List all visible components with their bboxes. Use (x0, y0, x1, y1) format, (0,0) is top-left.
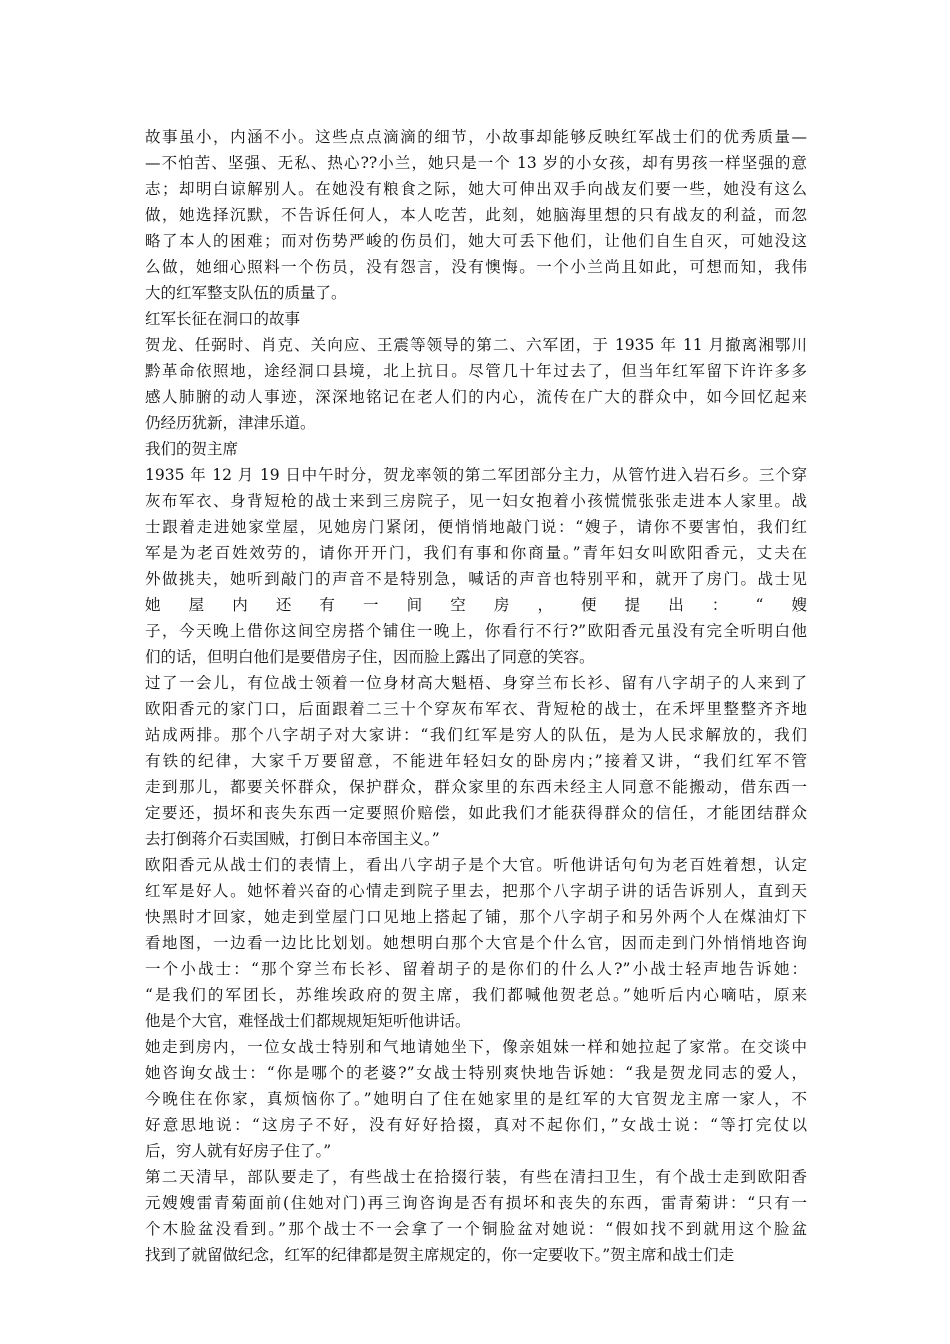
text-line: 红军是好人。她怀着兴奋的心情走到院子里去，把那个八字胡子讲的话告诉别人，直到天 (145, 882, 807, 900)
paragraph (145, 124, 807, 306)
paragraph (145, 670, 807, 852)
text-line: 一个小战士：“那个穿兰布长衫、留着胡子的是你们的什么人?”小战士轻声地告诉她： (145, 960, 807, 978)
text-line: 个木脸盆没看到。”那个战士不一会拿了一个铜脸盆对她说：“假如找不到就用这个脸盆 (145, 1220, 807, 1238)
text-line: 去打倒蒋介石卖国贼，打倒日本帝国主义。” (145, 830, 440, 848)
paragraph (145, 306, 807, 332)
text-line: 红军长征在洞口的故事 (145, 310, 301, 328)
text-line: “是我们的军团长，苏维埃政府的贺主席，我们都喊他贺老总。”她听后内心嘀咕，原来 (145, 986, 807, 1004)
text-line: 欧阳香元的家门口，后面跟着二三十个穿灰布军衣、背短枪的战士，在禾坪里整整齐齐地 (145, 700, 807, 718)
text-line: 贺龙、任弼时、肖克、关向应、王震等领导的第二、六军团，于 1935 年 11 月撤离湘鄂川 (145, 336, 807, 354)
text-line: 们的话，但明白他们是要借房子住，因而脸上露出了同意的笑容。 (145, 648, 595, 666)
text-line: 黔革命依照地，途经洞口县境，北上抗日。尽管几十年过去了，但当年红军留下许许多多 (145, 362, 807, 380)
text-line: 子，今天晚上借你这间空房搭个铺住一晚上，你看行不行?”欧阳香元虽没有完全听明白他 (145, 622, 807, 640)
text-line: 故事虽小，内涵不小。这些点点滴滴的细节，小故事却能够反映红军战士们的优秀质量— (145, 128, 807, 146)
paragraph (145, 462, 807, 670)
text-line: 站成两排。那个八字胡子对大家讲：“我们红军是穷人的队伍，是为人民求解放的，我们 (145, 726, 807, 744)
document-body (145, 124, 807, 1268)
paragraph (145, 1034, 807, 1164)
text-line: 她咨询女战士：“你是哪个的老婆?”女战士特别爽快地告诉她：“我是贺龙同志的爱人， (145, 1064, 807, 1082)
text-line: 灰布军衣、身背短枪的战士来到三房院子，见一妇女抱着小孩慌慌张张走进本人家里。战 (145, 492, 807, 510)
paragraph (145, 332, 807, 436)
text-line: 定要还，损坏和丧失东西一定要照价赔偿，如此我们才能获得群众的信任，才能团结群众 (145, 804, 807, 822)
text-line: 走到那儿，都要关怀群众，保护群众，群众家里的东西未经主人同意不能搬动，借东西一 (145, 778, 807, 796)
text-line: 仍经历犹新，津津乐道。 (145, 414, 316, 432)
text-line: 快黑时才回家，她走到堂屋门口见地上搭起了铺，那个八字胡子和另外两个人在煤油灯下 (145, 908, 807, 926)
text-line: 我们的贺主席 (145, 440, 239, 458)
text-line: 他是个大官，难怪战士们都规规矩矩听他讲话。 (145, 1012, 471, 1030)
text-line: 今晚住在你家，真烦恼你了。”她明白了住在她家里的是红军的大官贺龙主席一家人，不 (145, 1090, 807, 1108)
text-line: 她屋内还有一间空房，便提出：“嫂 (145, 596, 807, 614)
text-line: 看地图，一边看一边比比划划。她想明白那个大官是个什么官，因而走到门外悄悄地咨询 (145, 934, 807, 952)
text-line: 略了本人的困难；而对伤势严峻的伤员们，她大可丢下他们，让他们自生自灭，可她没这 (145, 232, 807, 250)
text-line: 后，穷人就有好房子住了。” (145, 1142, 332, 1160)
text-line: 过了一会儿，有位战士领着一位身材高大魁梧、身穿兰布长衫、留有八字胡子的人来到了 (145, 674, 807, 692)
text-line: 元嫂嫂雷青菊面前(住她对门)再三询咨询是否有损坏和丧失的东西，雷青菊讲：“只有一 (145, 1194, 807, 1212)
text-line: 第二天清早，部队要走了，有些战士在拾掇行装，有些在清扫卫生，有个战士走到欧阳香 (145, 1168, 807, 1186)
text-line: 欧阳香元从战士们的表情上，看出八字胡子是个大官。听他讲话句句为老百姓着想，认定 (145, 856, 807, 874)
text-line: 有铁的纪律，大家千万要留意，不能进年轻妇女的卧房内；”接着又讲，“我们红军不管 (145, 752, 807, 770)
text-line: 找到了就留做纪念，红军的纪律都是贺主席规定的，你一定要收下。”贺主席和战士们走 (145, 1246, 735, 1264)
text-line: 做，她选择沉默，不告诉任何人，本人吃苦，此刻，她脑海里想的只有战友的利益，而忽 (145, 206, 807, 224)
text-line: 感人肺腑的动人事迹，深深地铭记在老人们的内心，流传在广大的群众中，如今回忆起来 (145, 388, 807, 406)
text-line: 么做，她细心照料一个伤员，没有怨言，没有懊悔。一个小兰尚且如此，可想而知，我伟 (145, 258, 807, 276)
text-line: 士跟着走进她家堂屋，见她房门紧闭，便悄悄地敲门说：“嫂子，请你不要害怕，我们红 (145, 518, 807, 536)
text-line: 志；却明白谅解别人。在她没有粮食之际，她大可伸出双手向战友们要一些，她没有这么 (145, 180, 807, 198)
paragraph (145, 852, 807, 1034)
text-line: 1935 年 12 月 19 日中午时分，贺龙率领的第二军团部分主力，从管竹进入岩石乡。三个穿 (145, 466, 807, 484)
text-line: 外做挑夫，她听到敲门的声音不是特别急，喊话的声音也特别平和，就开了房门。战士见 (145, 570, 807, 588)
text-line: 军是为老百姓效劳的，请你开开门，我们有事和你商量。”青年妇女叫欧阳香元，丈夫在 (145, 544, 807, 562)
paragraph (145, 436, 807, 462)
text-line: 她走到房内，一位女战士特别和气地请她坐下，像亲姐妹一样和她拉起了家常。在交谈中 (145, 1038, 807, 1056)
text-line: —不怕苦、坚强、无私、热心??小兰，她只是一个 13 岁的小女孩，却有男孩一样坚强的意 (145, 154, 807, 172)
paragraph (145, 1164, 807, 1268)
text-line: 好意思地说：“这房子不好，没有好好拾掇，真对不起你们，”女战士说：“等打完仗以 (145, 1116, 807, 1134)
text-line: 大的红军整支队伍的质量了。 (145, 284, 347, 302)
